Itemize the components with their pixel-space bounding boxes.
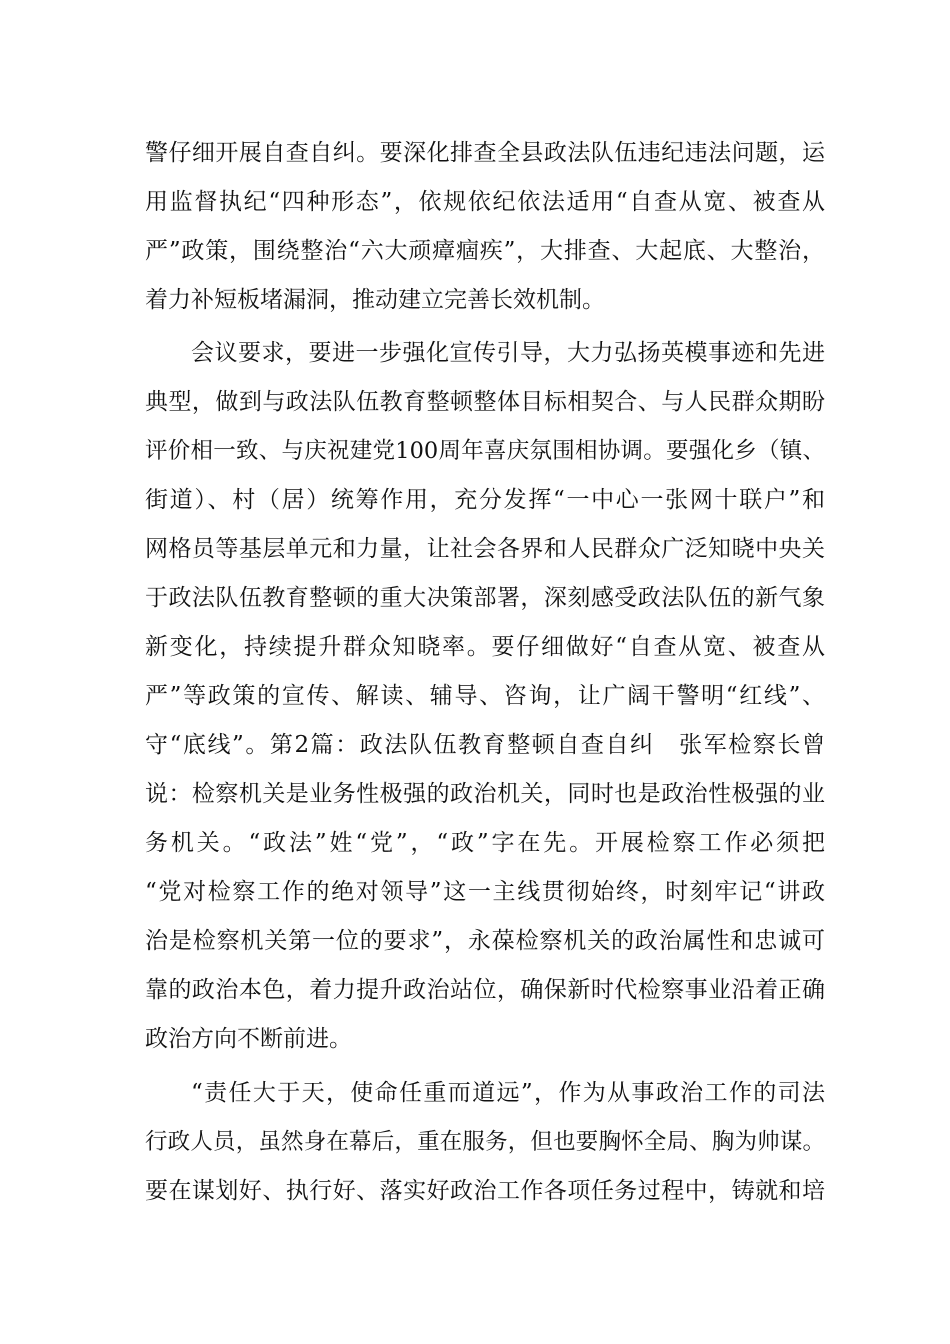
text-line: 务机关。“政法”姓“党”，“政”字在先。开展检察工作必须把 <box>145 830 825 856</box>
text-line: 要在谋划好、执行好、落实好政治工作各项任务过程中，铸就和培 <box>145 1178 825 1204</box>
text-line: 治是检察机关第一位的要求”，永葆检察机关的政治属性和忠诚可 <box>145 928 825 954</box>
paragraph-first-line: “责任大于天，使命任重而道远”，作为从事政治工作的司法 <box>191 1080 825 1106</box>
text-line: 典型，做到与政法队伍教育整顿整体目标相契合、与人民群众期盼 <box>145 389 825 415</box>
text-line: 严”政策，围绕整治“六大顽瘴痼疾”，大排查、大起底、大整治， <box>145 238 825 264</box>
text-line: 街道）、村（居）统筹作用，充分发挥“一中心一张网十联户”和 <box>145 487 825 513</box>
text-line: 网格员等基层单元和力量，让社会各界和人民群众广泛知晓中央关 <box>145 536 825 562</box>
paragraph-first-line: 会议要求，要进一步强化宣传引导，大力弘扬英模事迹和先进 <box>191 340 825 366</box>
text-line: 严”等政策的宣传、解读、辅导、咨询，让广阔干警明“红线”、 <box>145 683 825 709</box>
text-line: 政治方向不断前进。 <box>145 1026 352 1052</box>
text-line: 说：检察机关是业务性极强的政治机关，同时也是政治性极强的业 <box>145 781 825 807</box>
text-line: 靠的政治本色，着力提升政治站位，确保新时代检察事业沿着正确 <box>145 977 825 1003</box>
text-line: “党对检察工作的绝对领导”这一主线贯彻始终，时刻牢记“讲政 <box>145 879 825 905</box>
text-line: 着力补短板堵漏洞，推动建立完善长效机制。 <box>145 287 605 313</box>
text-line: 于政法队伍教育整顿的重大决策部署，深刻感受政法队伍的新气象 <box>145 585 825 611</box>
text-line: 行政人员，虽然身在幕后，重在服务，但也要胸怀全局、胸为帅谋。 <box>145 1129 825 1155</box>
text-line: 用监督执纪“四种形态”，依规依纪依法适用“自查从宽、被查从 <box>145 189 825 215</box>
text-line: 警仔细开展自查自纠。要深化排查全县政法队伍违纪违法问题，运 <box>145 140 825 166</box>
text-line: 守“底线”。第2篇：政法队伍教育整顿自查自纠 张军检察长曾 <box>145 732 825 758</box>
text-line: 评价相一致、与庆祝建党100周年喜庆氛围相协调。要强化乡（镇、 <box>145 438 825 464</box>
text-line: 新变化，持续提升群众知晓率。要仔细做好“自查从宽、被查从 <box>145 634 825 660</box>
